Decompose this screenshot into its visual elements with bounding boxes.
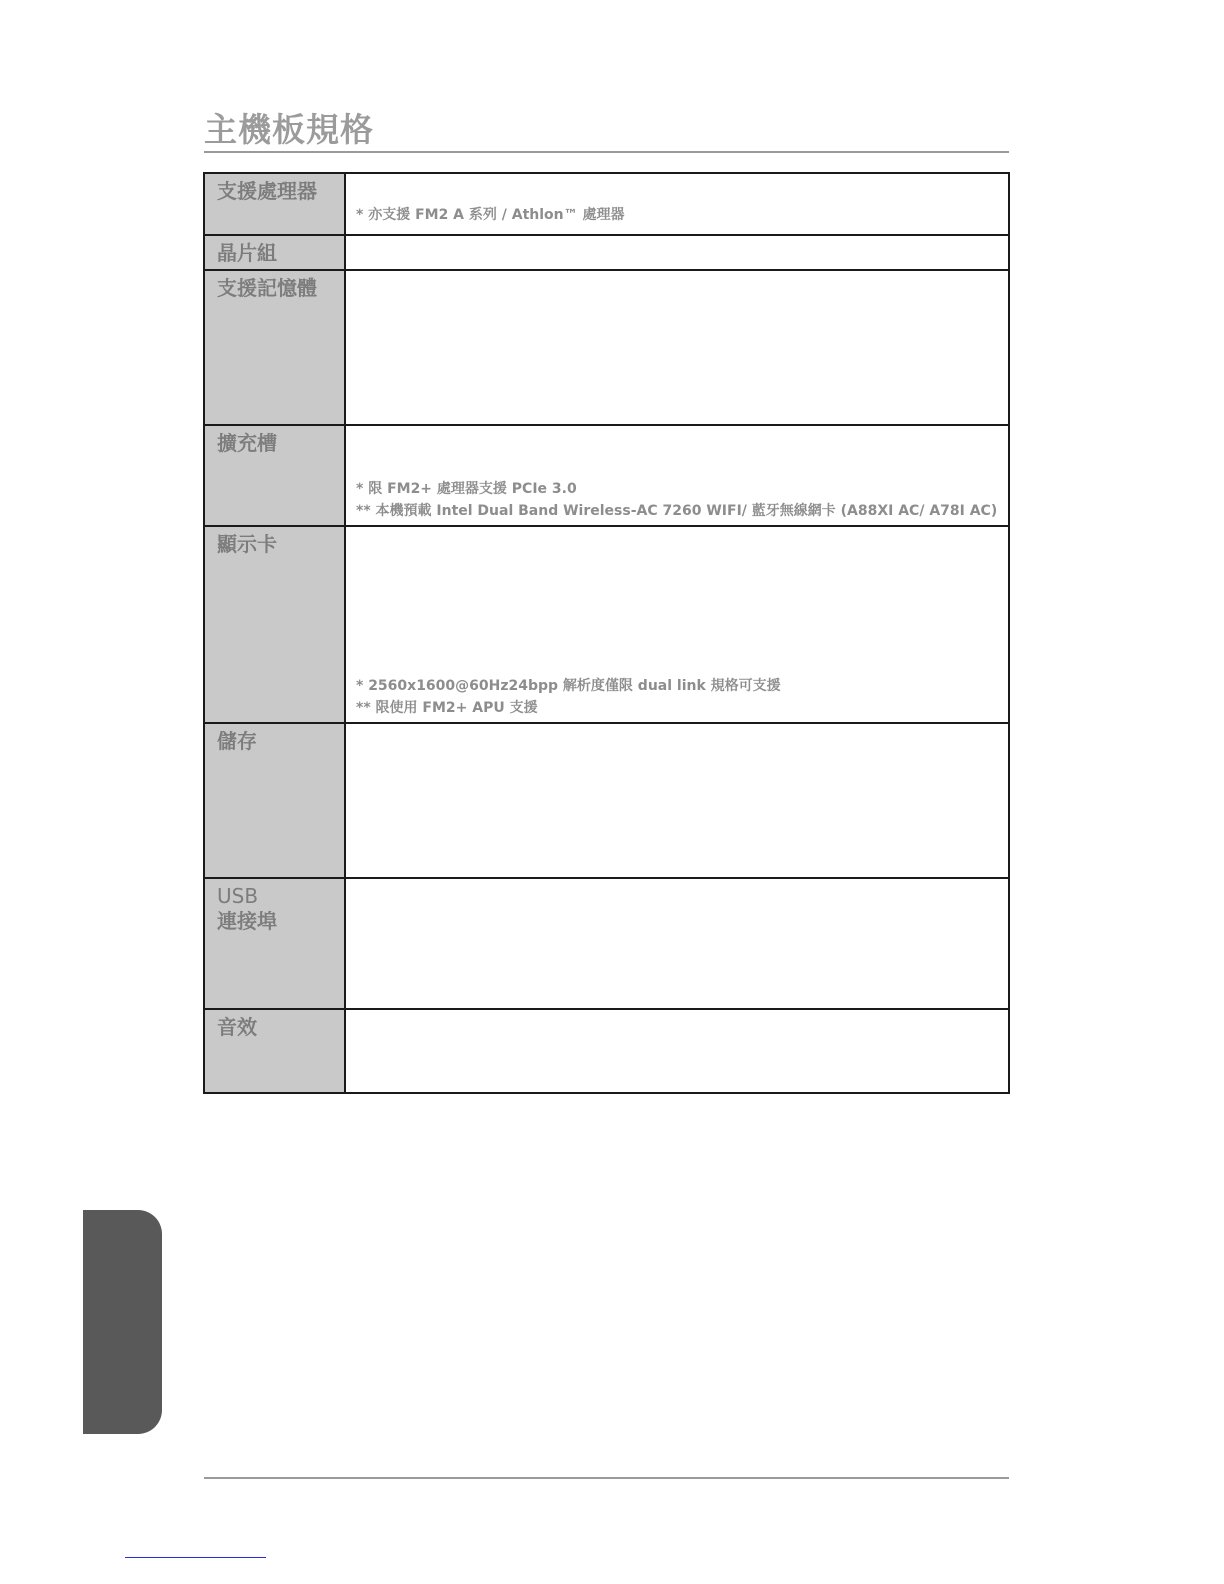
- spec-content-storage: [345, 723, 1009, 878]
- footer-divider: [204, 1477, 1009, 1479]
- side-tab: [83, 1210, 162, 1434]
- spec-note: * 2560x1600@60Hz24bpp 解析度僅限 dual link 規格可支援: [356, 678, 781, 694]
- spec-note: ** 本機預載 Intel Dual Band Wireless-AC 7260 WIFI/ 藍牙無線網卡 (A88XI AC/ A78I AC): [356, 503, 998, 519]
- spec-content-chipset: [345, 235, 1009, 270]
- spec-row-storage: [204, 723, 1009, 878]
- spec-label-expansion: 擴充槽: [204, 425, 345, 526]
- spec-label-usb: [204, 878, 345, 1009]
- spec-label-usb-line2: 連接埠: [217, 909, 277, 933]
- spec-row-chipset: [204, 235, 1009, 270]
- spec-row-expansion: [204, 425, 1009, 526]
- spec-label-cpu: 支援處理器: [204, 173, 345, 235]
- spec-note: * 限 FM2+ 處理器支援 PCIe 3.0: [356, 481, 577, 497]
- spec-label-graphics: 顯示卡: [204, 526, 345, 723]
- spec-label-memory: 支援記憶體: [204, 270, 345, 425]
- spec-note: * 亦支援 FM2 A 系列 / Athlon™ 處理器: [356, 207, 625, 223]
- spec-content-usb: [345, 878, 1009, 1009]
- spec-row-cpu: [204, 173, 1009, 235]
- spec-content-expansion: [345, 425, 1009, 526]
- spec-row-memory: [204, 270, 1009, 425]
- spec-label-chipset: 晶片組: [204, 235, 345, 270]
- spec-content-audio: [345, 1009, 1009, 1093]
- spec-table: [203, 172, 1010, 1094]
- spec-row-usb: [204, 878, 1009, 1009]
- spec-label-storage: 儲存: [204, 723, 345, 878]
- page-title: 主機板規格: [204, 110, 374, 149]
- spec-label-audio: 音效: [204, 1009, 345, 1093]
- spec-content-cpu: [345, 173, 1009, 235]
- spec-note: ** 限使用 FM2+ APU 支援: [356, 700, 538, 716]
- link-underline: [125, 1557, 266, 1558]
- spec-row-graphics: [204, 526, 1009, 723]
- spec-content-memory: [345, 270, 1009, 425]
- title-divider: [204, 151, 1009, 153]
- spec-content-graphics: [345, 526, 1009, 723]
- spec-label-usb-line1: USB: [217, 884, 259, 908]
- spec-row-audio: [204, 1009, 1009, 1093]
